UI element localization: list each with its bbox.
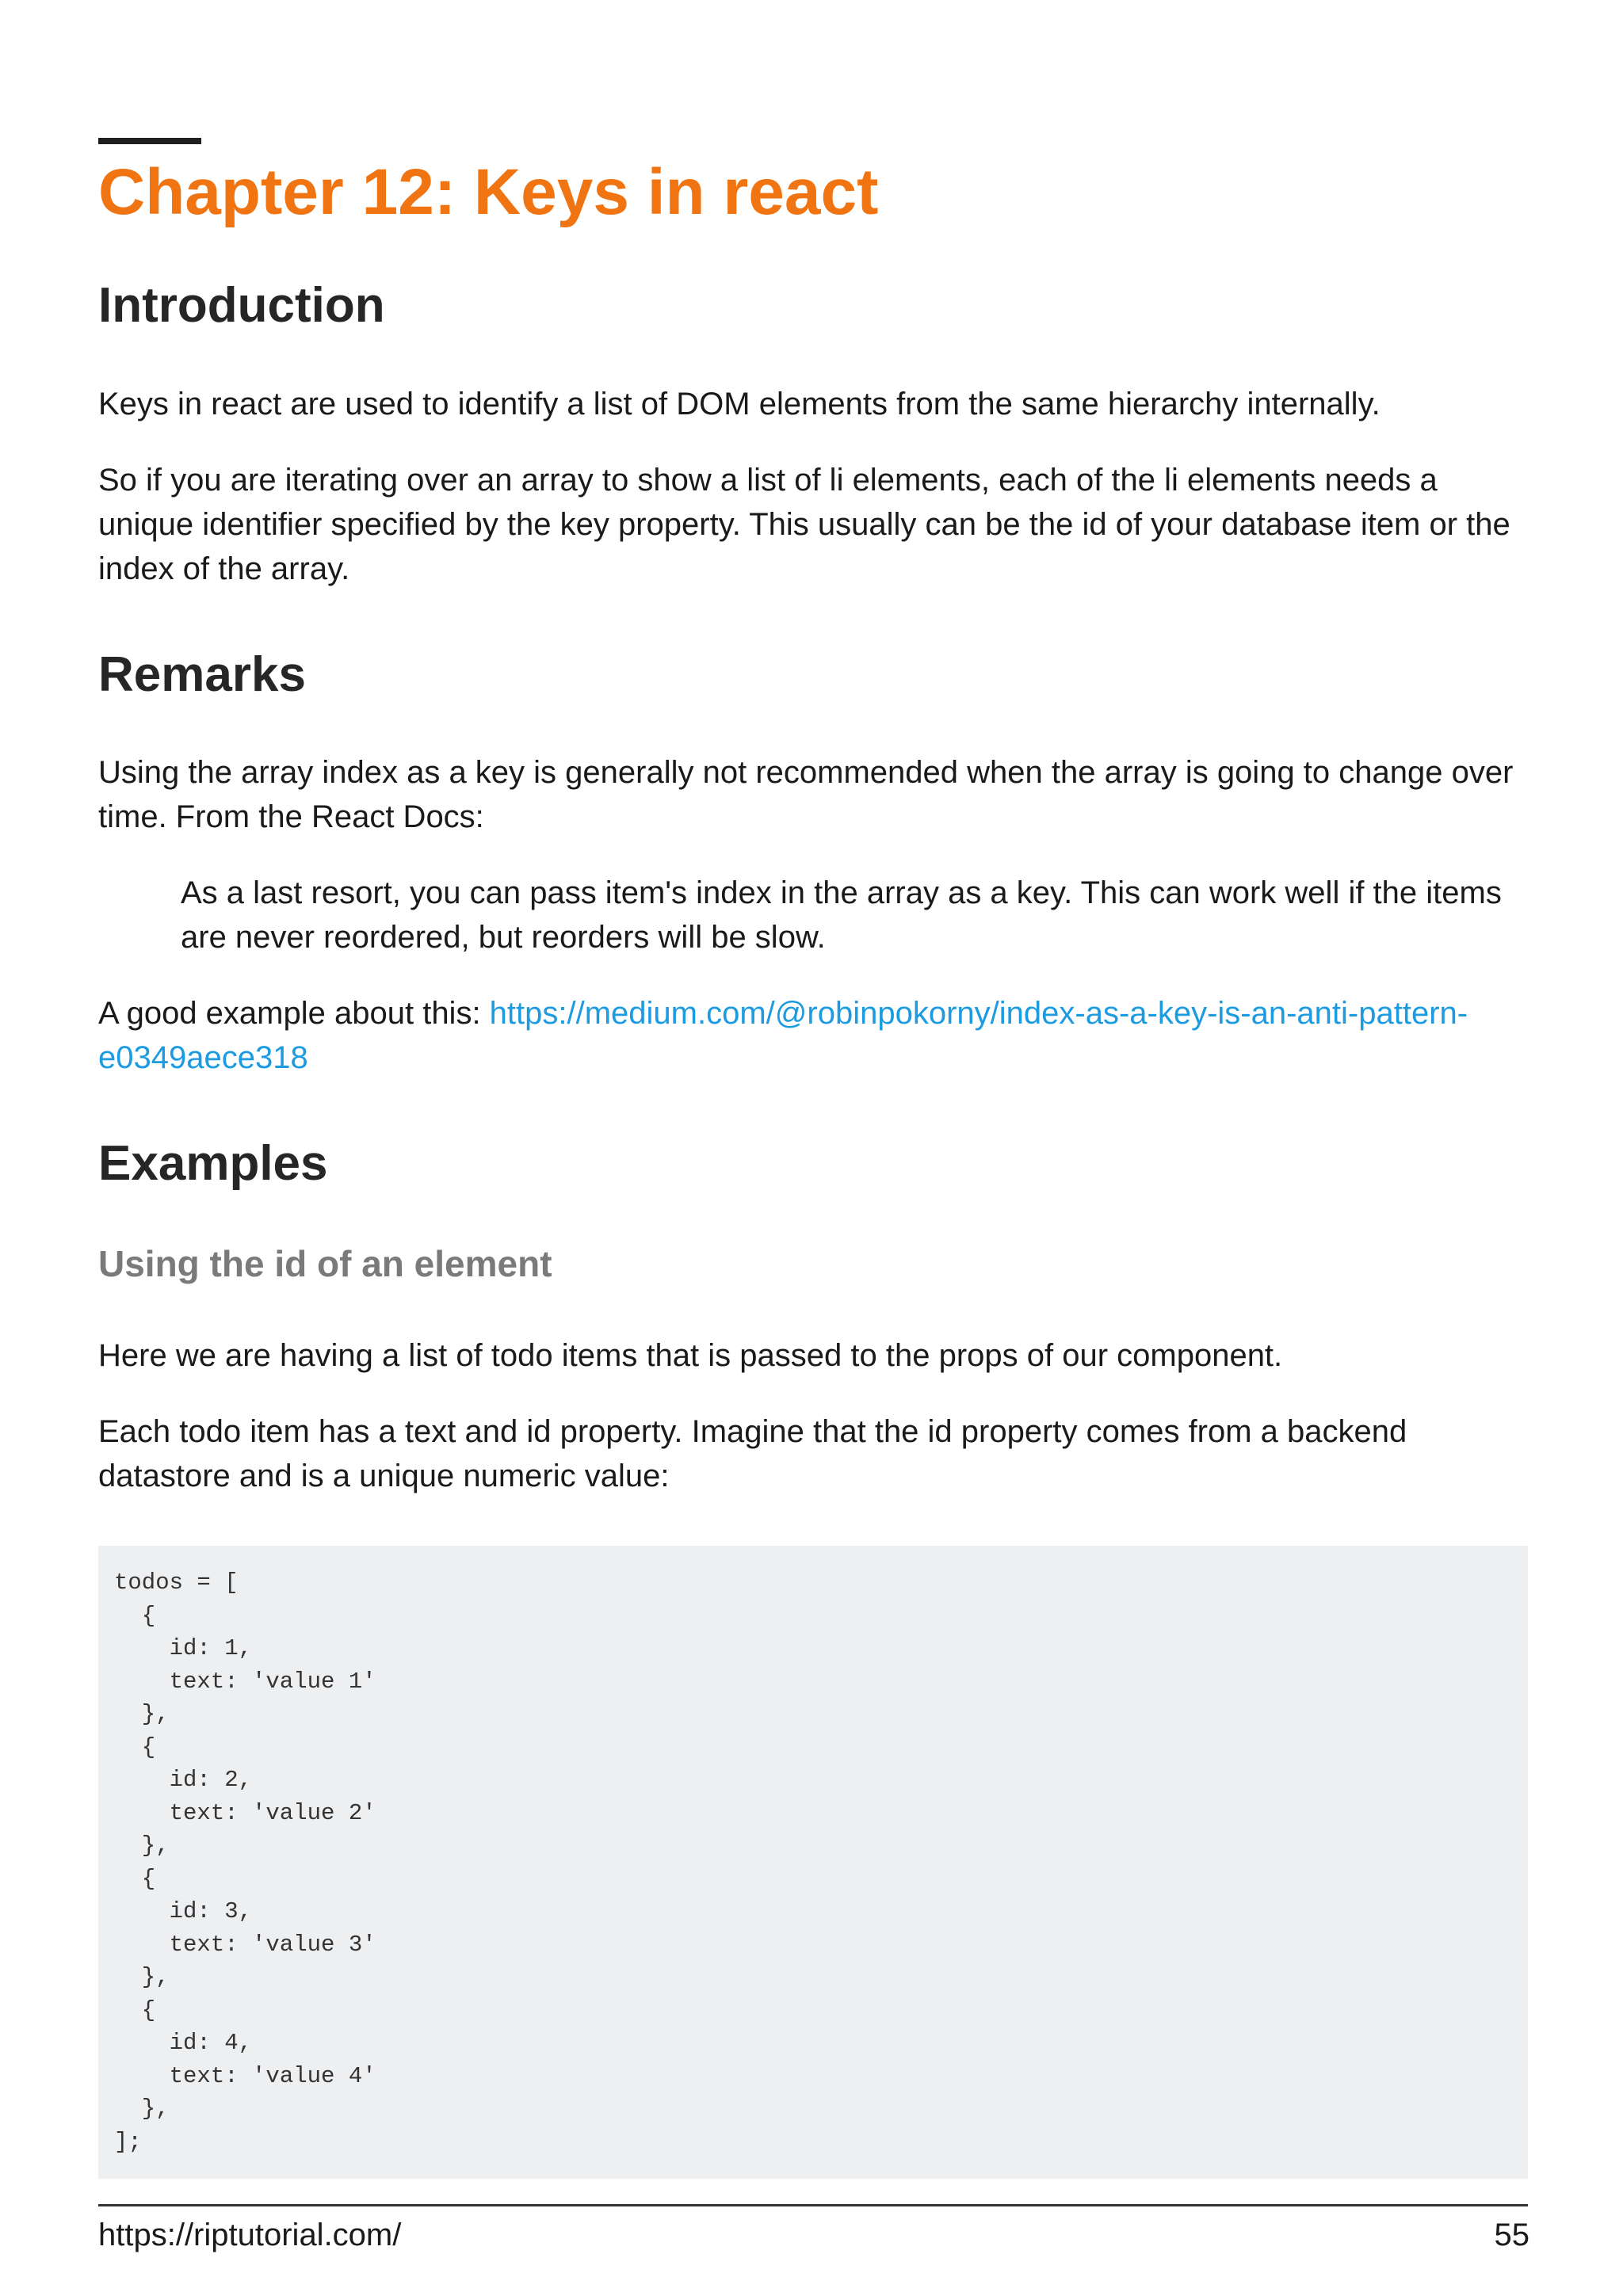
page-content bbox=[98, 138, 1528, 2179]
footer-rule bbox=[98, 2204, 1528, 2206]
example-reference-prefix: A good example about this: bbox=[98, 995, 490, 1031]
introduction-paragraph-1: Keys in react are used to identify a list of DOM elements from the same hierarchy internally. bbox=[98, 386, 1381, 421]
react-docs-quote: As a last resort, you can pass item's index in the array as a key. This can work well if the items are never reordered, but reorders will be slow. bbox=[181, 875, 1502, 955]
examples-paragraph-1: Here we are having a list of todo items that is passed to the props of our component. bbox=[98, 1338, 1283, 1374]
chapter-title: Chapter 12: Keys in react bbox=[98, 156, 879, 228]
examples-heading: Examples bbox=[98, 1135, 328, 1191]
footer-url: https://riptutorial.com/ bbox=[98, 2218, 402, 2252]
remarks-paragraph: Using the array index as a key is generally not recommended when the array is going to change over time. From the React Docs: bbox=[98, 754, 1514, 834]
example-reference bbox=[98, 991, 1528, 1080]
introduction-heading: Introduction bbox=[98, 278, 385, 334]
examples-paragraph-2: Each todo item has a text and id property. Imagine that the id property comes from a backend datastore and is a unique numeric value: bbox=[98, 1414, 1407, 1494]
remarks-heading: Remarks bbox=[98, 646, 306, 702]
introduction-paragraph-2: So if you are iterating over an array to show a list of li elements, each of the li elements needs a unique identifier specified by the key property. This usually can be the id of your database item or the index of the array. bbox=[98, 462, 1510, 586]
code-block: todos = [ { id: 1, text: 'value 1' }, { id: 2, text: 'value 2' }, { id: 3, text: 'value 3' }, { id: 4, text: 'value 4' }, ]; bbox=[98, 1546, 1528, 2179]
medium-article-link[interactable]: https://medium.com/@robinpokorny/index-as-a-key-is-an-anti-pattern-e0349aece318 bbox=[98, 995, 1468, 1075]
example-subheading: Using the id of an element bbox=[98, 1243, 552, 1285]
chapter-rule bbox=[98, 138, 201, 144]
page-number: 55 bbox=[1494, 2218, 1529, 2252]
